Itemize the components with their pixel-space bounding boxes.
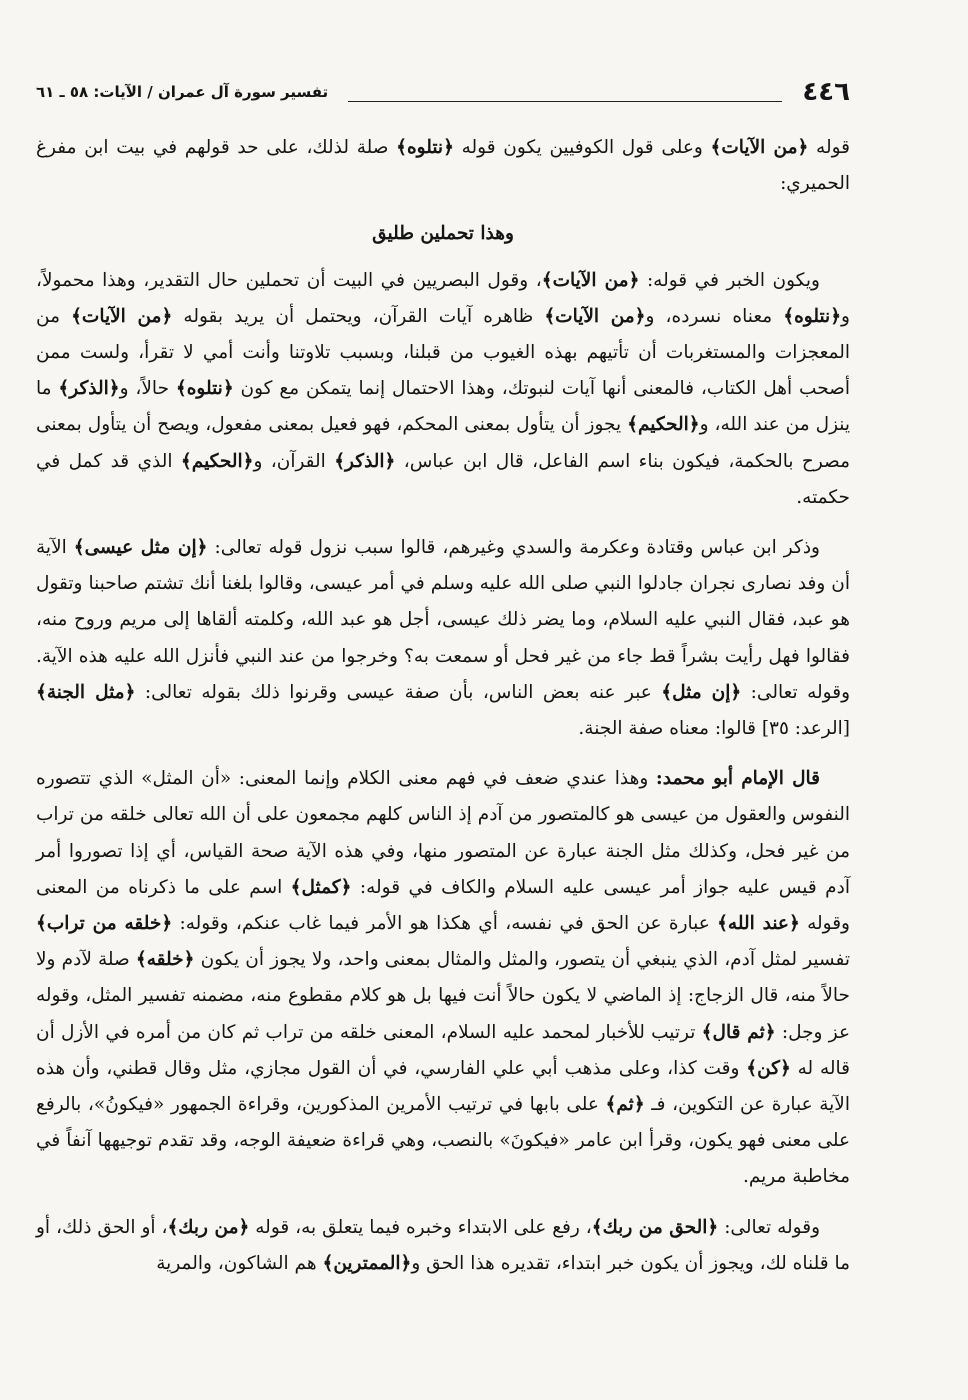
paragraph — [36, 761, 850, 1195]
text-run: اسم على ما ذكرناه من المعنى وقوله — [36, 876, 850, 935]
quoted-term: ﴿ثم﴾ — [605, 1094, 645, 1116]
text-run: عبر عنه بعض الناس، بأن صفة عيسى وقرنوا ذلك بقوله تعالى: — [135, 681, 662, 703]
text-run: ما ينزل من عند الله، و — [36, 378, 851, 436]
quoted-term: ﴿من الآيات﴾ — [544, 305, 646, 327]
page-number: ٤٤٦ — [802, 77, 850, 107]
text-run: هم الشاكون، والمرية — [156, 1252, 323, 1274]
text-run: [الرعد: ٣٥] قالوا: معناه صفة الجنة. — [578, 718, 850, 740]
quoted-term: ﴿الحق من ربك﴾ — [591, 1216, 719, 1238]
quoted-term: ﴿الذكر﴾ — [334, 450, 396, 472]
quoted-term: ﴿عند الله﴾ — [717, 913, 800, 935]
text-run: ، أو الحق ذلك، أو ما قلناه لك، ويجوز أن يكون خبر ابتداء، تقديره هذا الحق و — [36, 1216, 850, 1274]
quoted-term: ﴿إن مثل﴾ — [661, 681, 742, 703]
quoted-term: ﴿خلقه من تراب﴾ — [36, 913, 173, 935]
text-run: صلة لذلك، على حد قولهم في بيت ابن مفرغ الحميري: — [36, 137, 850, 195]
quoted-term: ﴿نتلوه﴾ — [396, 137, 454, 158]
text-run: وقت كذا، وعلى مذهب أبي علي الفارسي، في أن القول مجازي، مثل وقال قطني، وأن هذه الآية عبارة عن التكوين، فـ — [36, 1057, 850, 1116]
quoted-term: ﴿من الآيات﴾ — [71, 305, 173, 327]
quoted-term: ﴿من الآيات﴾ — [541, 269, 640, 291]
quoted-term: قال الإمام أبو محمد: — [655, 768, 820, 790]
text-run: ظاهره آيات القرآن، ويحتمل أن يريد بقوله — [172, 305, 545, 327]
quoted-term: ﴿الممترين﴾ — [322, 1252, 412, 1274]
page-body — [36, 130, 850, 1296]
quoted-term: وهذا تحملين طليق — [372, 223, 514, 245]
text-run: على بابها في ترتيب الأمرين المذكورين، وقراءة الجمهور «فيكونُ»، بالرفع على معنى فهو يكون، وقرأ ابن عامر «فيكونَ» بالنصب، وهي قراءة ضعيفة الوجه، وقد تقدم توجيهها آنفاً في مخاطبة مريم. — [36, 1094, 850, 1188]
text-run: قوله — [808, 137, 850, 158]
text-run: وعلى قول الكوفيين يكون قوله — [453, 137, 711, 158]
paragraph — [36, 530, 850, 747]
running-title: تفسير سورة آل عمران / الآيات: ٥٨ ـ ٦١ — [36, 83, 329, 101]
quoted-term: ﴿مثل الجنة﴾ — [36, 681, 136, 703]
poetry-verse — [36, 216, 850, 252]
text-run: من المعجزات والمستغربات أن تأتيهم بهذه الغيوب من قبلنا، وبسبب تلاوتنا وأنت أمي لا تقرأ، ولست ممن أصحب أهل الكتاب، فالمعنى أنها آيات لنبوتك، وهذا الاحتمال إنما يتمكن مع كون — [36, 305, 851, 400]
text-run: يجوز أن يتأول بمعنى المحكم، فهو فعيل بمعنى مفعول، ويصح أن يتأول بمعنى مصرح بالحكمة، فيكون بناء اسم الفاعل، قال ابن عباس، — [36, 414, 850, 472]
text-run: وقوله تعالى: — [718, 1216, 821, 1238]
quoted-term: ﴿الحكيم﴾ — [627, 414, 700, 436]
text-run: ويكون الخبر في قوله: — [639, 269, 820, 291]
quoted-term: ﴿الحكيم﴾ — [180, 450, 254, 472]
quoted-term: ﴿إن مثل عيسى﴾ — [73, 537, 208, 559]
text-run: معناه نسرده، و — [645, 305, 784, 327]
quoted-term: ﴿من ربك﴾ — [167, 1216, 250, 1238]
paragraph — [36, 263, 850, 516]
page-header — [36, 72, 850, 112]
text-run: القرآن، و — [253, 450, 335, 472]
text-run: الذي قد كمل في حكمته. — [36, 450, 850, 508]
quoted-term: ﴿نتلوه﴾ — [783, 305, 842, 327]
text-run: الآية أن وفد نصارى نجران جادلوا النبي صلى الله عليه وسلم في أمر عيسى، وقالوا بلغنا أنك تشتم صاحبنا وتقول هو عبد، فقال النبي عليه السلام، وما يضر ذلك عيسى، أجل هو عبد الله، وكلمته ألقاها إلى مريم وروح منه، فقالوا فهل رأيت بشراً قط جاء من غير فحل أو سمعت به؟ وخرجوا من عند النبي فأنزل الله عليه هذه الآية. وقوله تعالى: — [36, 537, 851, 703]
quoted-term: ﴿الذكر﴾ — [58, 378, 120, 400]
quoted-term: ﴿نتلوه﴾ — [175, 378, 234, 400]
quoted-term: ﴿كمثل﴾ — [290, 876, 352, 898]
text-run: ، رفع على الابتداء وخبره فيما يتعلق به، قوله — [249, 1216, 592, 1238]
text-run: وهذا عندي ضعف في فهم معنى الكلام وإنما المعنى: «أن المثل» الذي تتصوره النفوس والعقول من عيسى هو كالمتصور من آدم إذ الناس كلهم مجمعون على أن الله تعالى خلقه من تراب من غير فحل، وكذلك مثل الجنة عبارة عن المتصور منها، وفي هذه الآية صحة القياس، أي إذا تصوروا أمر آدم قيس عليه جواز أمر عيسى عليه السلام والكاف في قوله: — [36, 768, 850, 898]
quoted-term: ﴿من الآيات﴾ — [710, 137, 809, 158]
header-rule — [348, 101, 782, 102]
paragraph — [36, 130, 850, 202]
paragraph — [36, 1210, 850, 1282]
text-run: حالاً، و — [119, 378, 176, 400]
quoted-term: ﴿كن﴾ — [746, 1057, 791, 1079]
text-run: صلة لآدم ولا حالاً منه، قال الزجاج: إذ الماضي لا يكون حالاً أنت فيها بل هو كلام مقطوع منه، مضمنه تفسير المثل، وقوله عز وجل: — [36, 949, 850, 1043]
text-run: ترتيب للأخبار لمحمد عليه السلام، المعنى خلقه من تراب ثم كان من أمره في الأزل أن قاله له — [36, 1021, 850, 1079]
text-run: تفسير لمثل آدم، الذي ينبغي أن يتصور، والمثل والمثال بمعنى واحد، ولا يجوز أن يكون — [194, 949, 850, 971]
text-run: ، وقول البصريين في البيت أن تحملين حال التقدير، وهذا محمولاً، و — [36, 269, 850, 327]
text-run: وذكر ابن عباس وقتادة وعكرمة والسدي وغيرهم، قالوا سبب نزول قوله تعالى: — [207, 537, 820, 559]
quoted-term: ﴿خلقه﴾ — [135, 949, 195, 971]
text-run: عبارة عن الحق في نفسه، أي هكذا هو الأمر فيما غاب عنكم، وقوله: — [172, 913, 718, 935]
quoted-term: ﴿ثم قال﴾ — [701, 1021, 776, 1043]
